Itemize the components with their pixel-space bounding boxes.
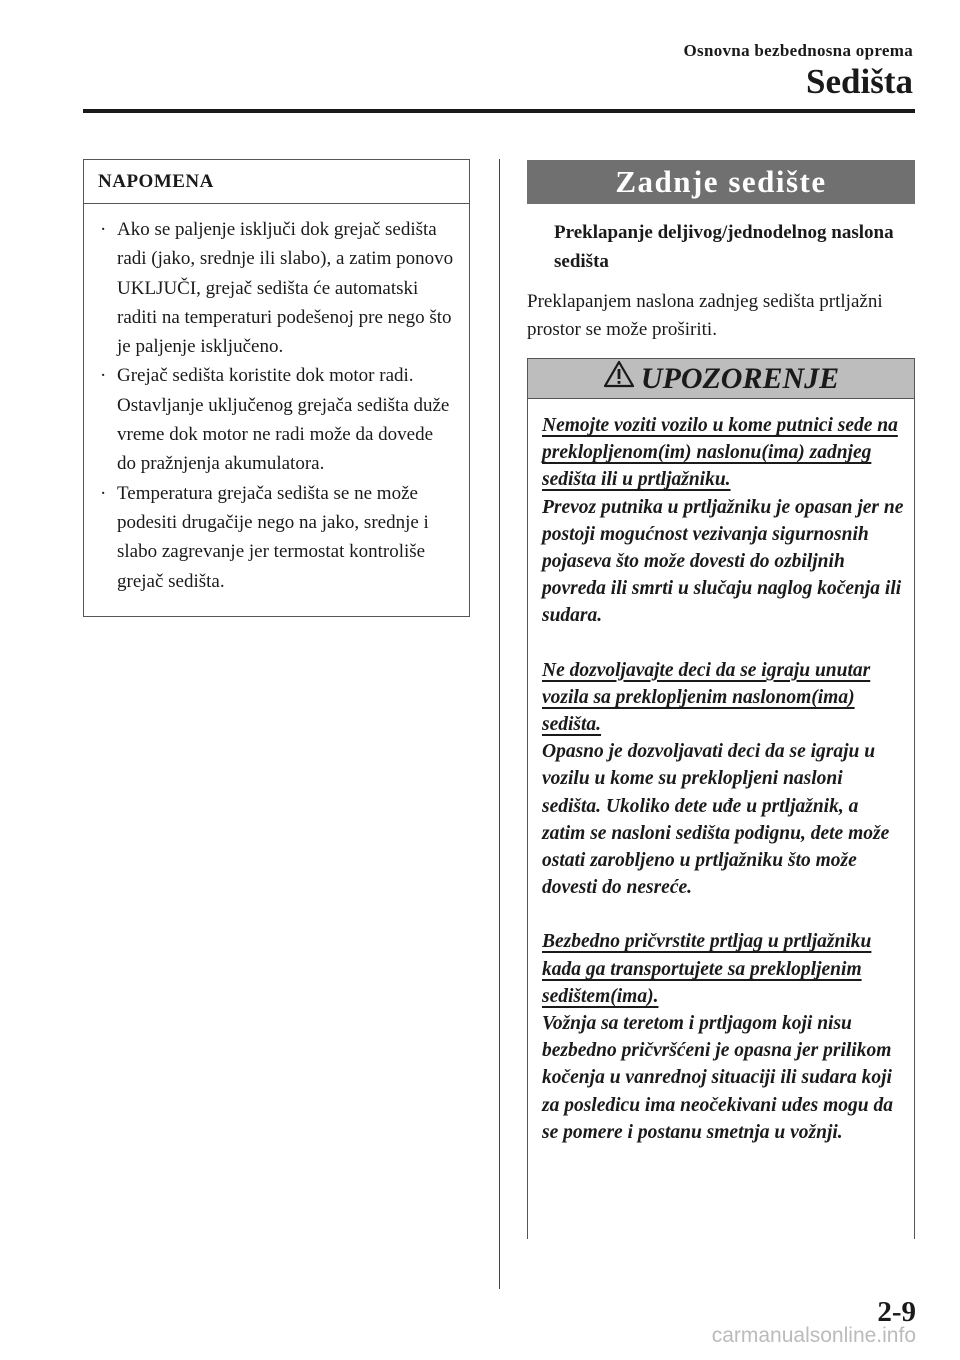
note-list: [84, 204, 469, 596]
note-title: NAPOMENA: [84, 160, 469, 204]
note-item-text: Ako se paljenje isključi dok grejač sedišta radi (jako, srednje ili slabo), a zatim ponovo UKLJUČI, grejač sedišta će automatski raditi na temperaturi podešenoj pre nego što je paljenje isključeno.: [117, 219, 454, 358]
note-item-text: Temperatura grejača sedišta se ne može podesiti drugačije nego na jako, srednje i slabo zagrevanje jer termostat kontroliše grejač sedišta.: [117, 482, 429, 592]
column-divider: [499, 159, 500, 1289]
warning-heading: Bezbedno pričvrstite prtljag u prtljažniku kada ga transportujete sa preklopljenim sedištem(ima).: [542, 931, 872, 1007]
warning-block: [542, 657, 906, 902]
bullet-icon: ·: [100, 365, 107, 387]
page-title: Sedišta: [806, 62, 913, 101]
note-box: [83, 159, 470, 617]
note-item: [100, 215, 455, 361]
page-number: 2-9: [877, 1296, 916, 1328]
warning-body: [527, 399, 915, 1239]
note-item: [100, 479, 455, 596]
section-title: Zadnje sedište: [527, 160, 915, 204]
watermark: carmanualsonline.info: [711, 1324, 916, 1347]
warning-block: [542, 412, 906, 630]
note-item: [100, 361, 455, 478]
bullet-icon: ·: [100, 482, 107, 504]
section-subheading: Preklapanje deljivog/jednodelnog naslona sedišta: [554, 222, 894, 272]
warning-title: UPOZORENJE: [640, 362, 840, 395]
warning-block: [542, 928, 906, 1146]
header-subtitle: Osnovna bezbednosna oprema: [683, 41, 913, 60]
warning-text: Opasno je dozvoljavati deci da se igraju u vozilu u kome su preklopljeni nasloni sedišta. Ukoliko dete uđe u prtljažnik, a zatim se nasloni sedišta podignu, dete može ostati zarobljeno u prtljažniku što može dovesti do nesreće.: [542, 741, 890, 899]
bullet-icon: ·: [100, 219, 107, 240]
header-divider: [83, 109, 915, 113]
warning-heading: Ne dozvoljavajte deci da se igraju unutar vozila sa preklopljenim naslonom(ima) sedišta.: [542, 659, 871, 736]
warning-text: Vožnja sa teretom i prtljagom koji nisu bezbedno pričvršćeni je opasna jer prilikom kočenja u vanrednoj situaciji ili sudara koji za posledicu ima neočekivani udes mogu da se pomere i postanu smetnja u vožnji.: [542, 1013, 893, 1143]
warning-text: Prevoz putnika u prtljažniku je opasan jer ne postoji mogućnost vezivanja sigurnosnih pojaseva što može dovesti do ozbiljnih povreda ili smrti u slučaju naglog kočenja ili sudara.: [542, 496, 904, 627]
warning-heading: Nemojte voziti vozilo u kome putnici sede na preklopljenom(im) naslonu(ima) zadnjeg sedišta ili u prtljažniku.: [542, 415, 898, 491]
warning-triangle-icon: [603, 360, 635, 393]
section-paragraph: Preklapanjem naslona zadnjeg sedišta prtljažni prostor se može proširiti.: [527, 291, 883, 340]
note-item-text: Grejač sedišta koristite dok motor radi. Ostavljanje uključenog grejača sedišta duže vreme dok motor ne radi može da dovede do pražnjenja akumulatora.: [117, 365, 450, 475]
warning-header: [527, 358, 915, 399]
